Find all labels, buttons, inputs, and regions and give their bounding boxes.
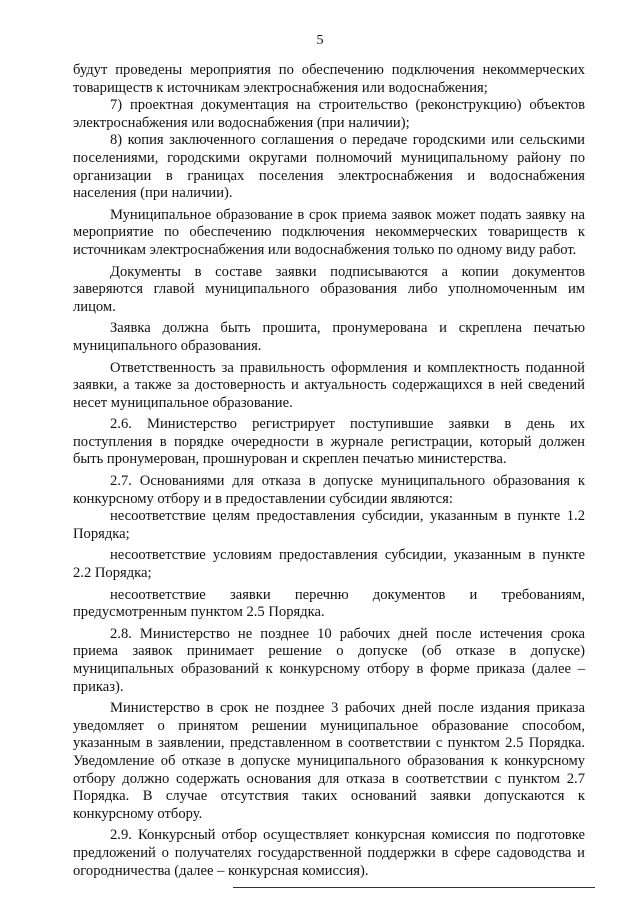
paragraph-item-8: 8) копия заключенного соглашения о передаче городскими или сельскими поселениями, городскими округами полномочий муниципальному району по организации в границах поселения электроснабжения и водоснабжения населения (при наличии). xyxy=(73,132,585,202)
paragraph: Муниципальное образование в срок приема заявок может подать заявку на мероприятие по обеспечению подключения некоммерческих товариществ к источникам электроснабжения или водоснабжения только по одному виду работ. xyxy=(73,206,585,258)
paragraph-reason-2: несоответствие условиям предоставления субсидии, указанным в пункте 2.2 Порядка; xyxy=(73,547,585,582)
page-number: 5 xyxy=(316,33,324,48)
paragraph-2-8: 2.8. Министерство не позднее 10 рабочих дней после истечения срока приема заявок принимает решение о допуске (об отказе в допуске) муниципальных образований к конкурсному отбору в форме приказа (далее – приказ). xyxy=(73,625,585,695)
document-body xyxy=(73,62,585,880)
paragraph-2-6: 2.6. Министерство регистрирует поступившие заявки в день их поступления в порядке очередности в журнале регистрации, который должен быть пронумерован, прошнурован и скреплен печатью министерства. xyxy=(73,416,585,468)
paragraph-2-7: 2.7. Основаниями для отказа в допуске муниципального образования к конкурсному отбору и в предоставлении субсидии являются: xyxy=(73,473,585,507)
paragraph: Ответственность за правильность оформления и комплектность поданной заявки, а также за достоверность и актуальность содержащихся в ней сведений несет муниципальное образование. xyxy=(73,359,585,411)
paragraph: Заявка должна быть прошита, пронумерована и скреплена печатью муниципального образования. xyxy=(73,320,585,354)
paragraph: Документы в составе заявки подписываются а копии документов заверяются главой муниципального образования либо уполномоченным им лицом. xyxy=(73,263,585,315)
paragraph-reason-3: несоответствие заявки перечню документов и требованиям, предусмотренным пунктом 2.5 Порядка. xyxy=(73,586,585,621)
paragraph-item-7: 7) проектная документация на строительство (реконструкцию) объектов электроснабжения или водоснабжения (при наличии); xyxy=(73,97,585,131)
footer-divider xyxy=(233,887,595,888)
paragraph: Министерство в срок не позднее 3 рабочих дней после издания приказа уведомляет о принятом решении муниципальное образование способом, указанным в заявлении, представленном в соответствии с пунктом 2.5 Порядка. Уведомление об отказе в допуске муниципального образования к конкурсному отбору должно содержать основания для отказа в соответствии с пунктом 2.7 Порядка. В случае отсутствия таких оснований заявки допускаются к конкурсному отбору. xyxy=(73,700,585,822)
paragraph-continuation: будут проведены мероприятия по обеспечению подключения некоммерческих товариществ к источникам электроснабжения или водоснабжения; xyxy=(73,62,585,96)
paragraph-reason-1: несоответствие целям предоставления субсидии, указанным в пункте 1.2 Порядка; xyxy=(73,508,585,542)
paragraph-2-9: 2.9. Конкурсный отбор осуществляет конкурсная комиссия по подготовке предложений о получателях государственной поддержки в сфере садоводства и огородничества (далее – конкурсная комиссия). xyxy=(73,827,585,879)
